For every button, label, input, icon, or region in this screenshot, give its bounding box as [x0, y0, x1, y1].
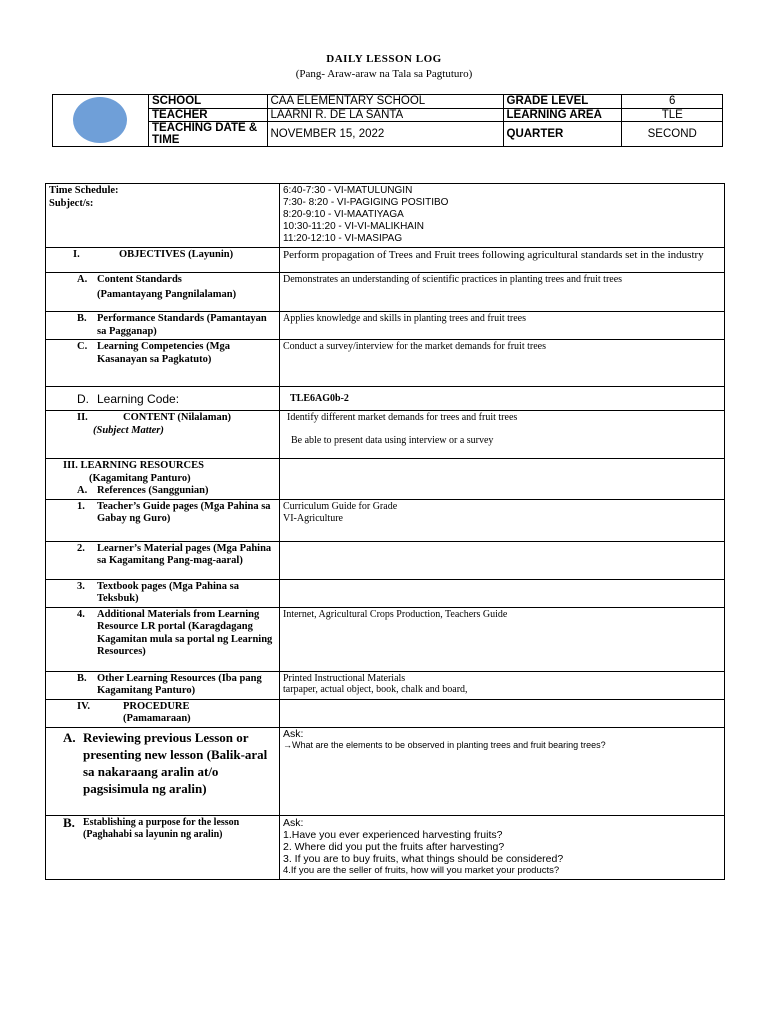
header-block	[52, 94, 723, 147]
other-resources-value-cell	[280, 671, 725, 699]
school-value: CAA ELEMENTARY SCHOOL	[267, 95, 503, 108]
purpose-question: 1.Have you ever experienced harvesting fruits?	[283, 828, 503, 841]
procedure-label-cell	[46, 699, 280, 727]
purpose-question: 4.If you are the seller of fruits, how will you market your products?	[283, 864, 560, 876]
school-label: SCHOOL	[149, 95, 267, 108]
review-question: What are the elements to be observed in planting trees and fruit bearing trees?	[292, 739, 606, 750]
table-row	[46, 541, 725, 579]
teacher-label: TEACHER	[149, 108, 267, 121]
lesson-log-table	[45, 183, 725, 880]
content-standards-label-cell	[46, 273, 280, 312]
content-standards-label: Content Standards	[97, 274, 182, 285]
schedule-item: 10:30-11:20 - VI-VI-MALIKHAIN	[283, 221, 424, 232]
objectives-label: OBJECTIVES (Layunin)	[119, 249, 234, 260]
teachers-guide-label: Teacher’s Guide pages (Mga Pahina sa Gabay ng Guro)	[97, 500, 271, 524]
table-row	[46, 411, 725, 459]
competencies-label-cell	[46, 340, 280, 387]
purpose-ask: Ask:	[283, 816, 304, 829]
objectives-label-cell	[46, 248, 280, 273]
content-standards-number: A.	[77, 274, 88, 285]
schedule-item: 7:30- 8:20 - VI-PAGIGING POSITIBO	[283, 197, 449, 208]
additional-materials-number: 4.	[77, 608, 85, 620]
table-row	[46, 579, 725, 607]
content-label-cell	[46, 411, 280, 459]
purpose-number: B.	[63, 814, 75, 830]
references-number: A.	[77, 485, 88, 496]
table-row	[46, 273, 725, 312]
content-item: Identify different market demands for trees and fruit trees	[287, 412, 518, 423]
table-row	[46, 815, 725, 879]
schedule-item: 8:20-9:10 - VI-MAATIYAGA	[283, 209, 404, 220]
table-row	[46, 459, 725, 500]
purpose-question: 3. If you are to buy fruits, what things should be considered?	[283, 852, 564, 865]
purpose-label-cell	[46, 815, 280, 879]
competencies-value: Conduct a survey/interview for the market demands for fruit trees	[280, 340, 725, 387]
other-resources-label: Other Learning Resources (Iba pang Kagamitang Panturo)	[97, 672, 262, 696]
learning-resources-label-cell	[46, 459, 280, 500]
content-standards-sub: (Pamantayang Pangnilalaman)	[97, 288, 237, 300]
other-resources-number: B.	[77, 672, 87, 684]
table-row	[46, 499, 725, 541]
learning-resources-label: III. LEARNING RESOURCES	[63, 460, 204, 471]
additional-materials-value: Internet, Agricultural Crops Production, Teachers Guide	[280, 607, 725, 671]
performance-standards-number: B.	[77, 313, 87, 324]
content-number: II.	[77, 412, 88, 423]
teaching-date-value: NOVEMBER 15, 2022	[267, 121, 503, 146]
teachers-guide-item: VI-Agriculture	[283, 512, 343, 524]
table-row	[46, 671, 725, 699]
review-value-cell	[280, 727, 725, 815]
table-row	[46, 248, 725, 273]
table-row	[46, 387, 725, 411]
purpose-label: Establishing a purpose for the lesson (Paghahabi sa layunin ng aralin)	[83, 816, 240, 840]
textbook-number: 3.	[77, 580, 85, 592]
arrow-right-icon: →	[283, 739, 292, 750]
table-row	[46, 312, 725, 340]
learning-code-value: TLE6AG0b-2	[280, 387, 725, 411]
learning-resources-value	[280, 459, 725, 500]
additional-materials-label: Additional Materials from Learning Resource LR portal (Karagdagang Kagamitan mula sa portal ng Learning Resources)	[97, 608, 273, 657]
table-row	[46, 340, 725, 387]
other-resources-label-cell	[46, 671, 280, 699]
review-ask: Ask:	[283, 727, 304, 740]
content-standards-value: Demonstrates an understanding of scientific practices in planting trees and fruit trees	[280, 273, 725, 312]
content-item: Be able to present data using interview or a survey	[291, 435, 494, 446]
textbook-label-cell	[46, 579, 280, 607]
school-logo-icon	[73, 97, 127, 143]
performance-standards-value: Applies knowledge and skills in planting trees and fruit trees	[280, 312, 725, 340]
other-resources-item: tarpaper, actual object, book, chalk and board,	[283, 683, 468, 695]
review-label: Reviewing previous Lesson or presenting new lesson (Balik-aral sa nakaraang aralin at/o pagsisimula ng aralin)	[83, 729, 268, 796]
review-number: A.	[63, 729, 76, 745]
procedure-label: PROCEDURE	[123, 700, 190, 712]
teachers-guide-number: 1.	[77, 500, 85, 512]
review-label-cell	[46, 727, 280, 815]
procedure-number: IV.	[77, 700, 90, 712]
teachers-guide-item: Curriculum Guide for Grade	[283, 500, 398, 512]
teachers-guide-label-cell	[46, 499, 280, 541]
teachers-guide-value-cell	[280, 499, 725, 541]
learning-code-label: Learning Code:	[97, 391, 180, 406]
competencies-number: C.	[77, 341, 88, 352]
additional-materials-label-cell	[46, 607, 280, 671]
objectives-value: Perform propagation of Trees and Fruit trees following agricultural standards set in the industry	[280, 248, 725, 273]
teaching-date-label: TEACHING DATE & TIME	[149, 121, 267, 146]
table-row	[46, 699, 725, 727]
grade-level-label: GRADE LEVEL	[503, 95, 621, 108]
purpose-value-cell	[280, 815, 725, 879]
textbook-label: Textbook pages (Mga Pahina sa Teksbuk)	[97, 580, 239, 604]
grade-level-value: 6	[621, 95, 723, 108]
performance-standards-label: Performance Standards (Pamantayan sa Pagganap)	[97, 313, 267, 337]
learners-material-value	[280, 541, 725, 579]
document-title: DAILY LESSON LOG	[326, 53, 442, 65]
table-row	[46, 727, 725, 815]
learning-code-label-cell	[46, 387, 280, 411]
other-resources-item: Printed Instructional Materials	[283, 672, 406, 684]
purpose-question: 2. Where did you put the fruits after harvesting?	[283, 840, 505, 853]
learning-area-value: TLE	[621, 108, 723, 121]
learning-code-number: D.	[77, 391, 89, 406]
objectives-number: I.	[73, 249, 80, 260]
schedule-item: 6:40-7:30 - VI-MATULUNGIN	[283, 185, 413, 196]
procedure-value	[280, 699, 725, 727]
schedule-cell	[280, 184, 725, 248]
competencies-label: Learning Competencies (Mga Kasanayan sa Pagkatuto)	[97, 341, 230, 365]
table-row	[46, 607, 725, 671]
content-sub: (Subject Matter)	[93, 424, 164, 436]
quarter-label: QUARTER	[503, 121, 621, 146]
learning-resources-sub: (Kagamitang Panturo)	[89, 472, 191, 484]
table-row	[46, 184, 725, 248]
document-subtitle: (Pang- Araw-araw na Tala sa Pagtuturo)	[295, 68, 473, 80]
schedule-item: 11:20-12:10 - VI-MASIPAG	[283, 233, 403, 244]
references-label: References (Sanggunian)	[97, 485, 209, 496]
performance-standards-label-cell	[46, 312, 280, 340]
logo-cell	[53, 95, 149, 146]
learners-material-number: 2.	[77, 542, 85, 554]
learning-area-label: LEARNING AREA	[503, 108, 621, 121]
procedure-sub: (Pamamaraan)	[123, 713, 191, 724]
textbook-value	[280, 579, 725, 607]
quarter-value: SECOND	[621, 121, 723, 146]
time-schedule-label: Time Schedule:	[49, 185, 119, 196]
content-value-cell	[280, 411, 725, 459]
header-table	[149, 95, 723, 147]
learners-material-label-cell	[46, 541, 280, 579]
learners-material-label: Learner’s Material pages (Mga Pahina sa Kagamitang Pang-mag-aaral)	[97, 542, 272, 566]
subject-label: Subject/s:	[49, 197, 94, 209]
content-label: CONTENT (Nilalaman)	[123, 412, 232, 423]
schedule-label-cell	[46, 184, 280, 248]
teacher-value: LAARNI R. DE LA SANTA	[267, 108, 503, 121]
